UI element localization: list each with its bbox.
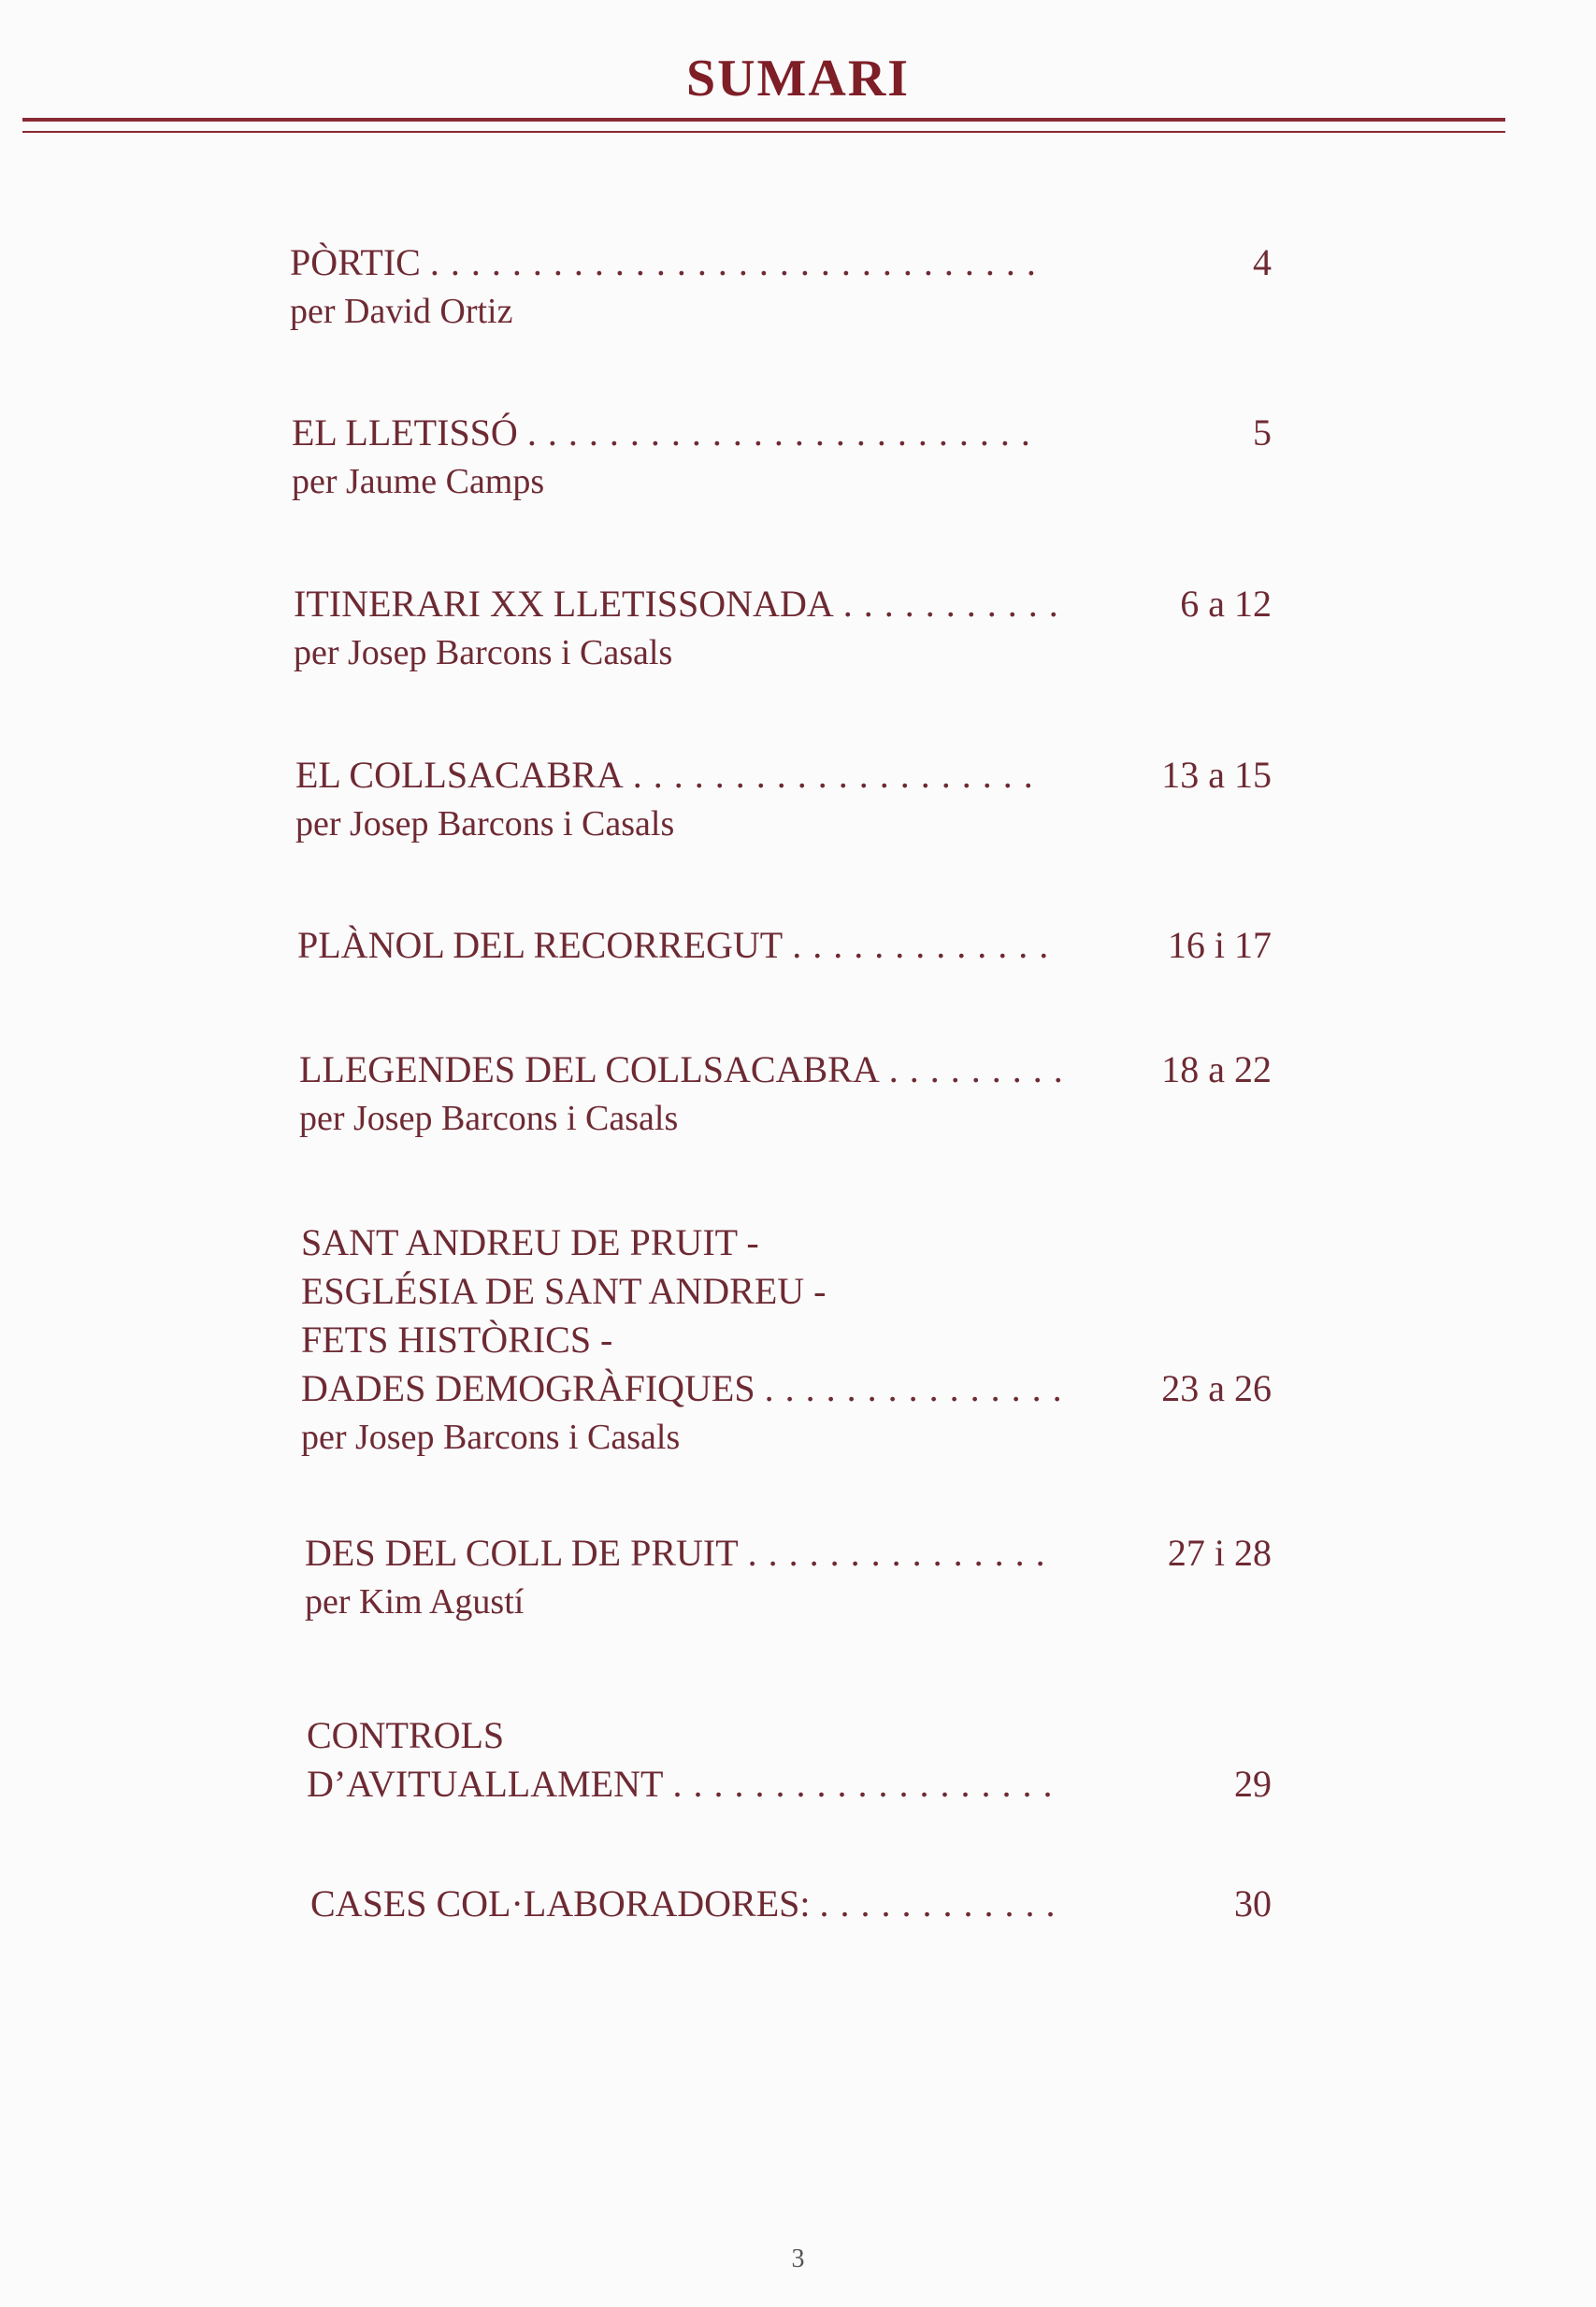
- toc-entry-title-line: [307, 1711, 1272, 1760]
- toc-page-number: 13 a 15: [1161, 754, 1272, 796]
- toc-entry-title: PÒRTIC: [290, 241, 421, 283]
- toc-page-number: 4: [1253, 241, 1272, 283]
- page-title: SUMARI: [685, 50, 911, 108]
- toc-entry-title-line: [301, 1316, 1272, 1364]
- leader-dots: ...............: [764, 1367, 1073, 1409]
- toc-page-number: 18 a 22: [1161, 1048, 1272, 1090]
- leader-dots: .........: [888, 1048, 1074, 1090]
- toc-entry-title-line: [295, 751, 1272, 800]
- toc-entry-title-line: [290, 238, 1272, 287]
- toc-entry-title: LLEGENDES DEL COLLSACABRA: [299, 1048, 880, 1090]
- toc-entry: [290, 238, 1272, 336]
- leader-dots: .........................: [526, 411, 1042, 454]
- toc-entry: [292, 409, 1272, 506]
- toc-entry-title-line: [305, 1529, 1272, 1578]
- page-number: 3: [791, 2244, 805, 2273]
- toc-entry-author: per Josep Barcons i Casals: [295, 804, 675, 843]
- toc-entry-title: ITINERARI XX LLETISSONADA: [294, 583, 834, 625]
- toc-entry-title-line: [307, 1760, 1272, 1809]
- toc-entry: [299, 1045, 1272, 1143]
- leader-dots: ...............: [747, 1532, 1057, 1574]
- toc-page-number: 6 a 12: [1180, 583, 1272, 625]
- toc-page-number: 29: [1234, 1763, 1272, 1805]
- toc-entry-author: per Josep Barcons i Casals: [299, 1099, 679, 1138]
- toc-page-number: 16 i 17: [1167, 924, 1272, 966]
- toc-entry: [297, 921, 1272, 970]
- leader-dots: ....................: [632, 754, 1044, 796]
- toc-entry: [305, 1529, 1272, 1626]
- toc-entry-author: per Josep Barcons i Casals: [294, 633, 673, 672]
- toc-entry-title-line: [292, 409, 1272, 457]
- toc-entry-author: per Josep Barcons i Casals: [301, 1418, 681, 1457]
- toc-entry-author: per David Ortiz: [290, 292, 513, 331]
- toc-entry: [294, 580, 1272, 677]
- toc-page-number: 5: [1253, 411, 1272, 454]
- toc-entry-title-line: [301, 1218, 1272, 1267]
- toc-entry-title: D’AVITUALLAMENT: [307, 1763, 664, 1805]
- toc-entry-author: per Jaume Camps: [292, 462, 545, 501]
- toc-page-number: 27 i 28: [1167, 1532, 1272, 1574]
- toc-entry-title: CONTROLS: [307, 1714, 505, 1756]
- toc-entry: [307, 1711, 1272, 1809]
- toc-entry-title-line: [299, 1045, 1272, 1094]
- toc-entry-title: DES DEL COLL DE PRUIT: [305, 1532, 739, 1574]
- toc-entry-title: EL COLLSACABRA: [295, 754, 624, 796]
- toc-entry: [295, 751, 1272, 848]
- toc-entry-title: SANT ANDREU DE PRUIT -: [301, 1221, 759, 1263]
- toc-entry: [310, 1880, 1272, 1928]
- toc-entry-title-line: [297, 921, 1272, 970]
- toc-entry-title: PLÀNOL DEL RECORREGUT: [297, 924, 784, 966]
- leader-dots: ...........: [842, 583, 1070, 625]
- leader-dots: ............: [819, 1882, 1067, 1925]
- toc-entry-title: DADES DEMOGRÀFIQUES: [301, 1367, 755, 1409]
- toc-entry-title: FETS HISTÒRICS -: [301, 1319, 613, 1361]
- toc-entry-title: CASES COL·LABORADORES:: [310, 1882, 811, 1925]
- leader-dots: ...................: [672, 1763, 1064, 1805]
- toc-entry-title: EL LLETISSÓ: [292, 411, 518, 454]
- toc-entry-title-line: [294, 580, 1272, 628]
- toc-page-number: 30: [1234, 1882, 1272, 1925]
- toc-entry-title-line: [301, 1364, 1272, 1413]
- toc-page-number: 23 a 26: [1161, 1367, 1272, 1409]
- leader-dots: .............: [792, 924, 1060, 966]
- toc-entry-title-line: [301, 1267, 1272, 1316]
- toc-entry-title-line: [310, 1880, 1272, 1928]
- toc-entry-author: per Kim Agustí: [305, 1582, 525, 1622]
- toc-entry-title: ESGLÉSIA DE SANT ANDREU -: [301, 1270, 827, 1312]
- toc-entry: [301, 1218, 1272, 1462]
- leader-dots: ..............................: [429, 241, 1047, 283]
